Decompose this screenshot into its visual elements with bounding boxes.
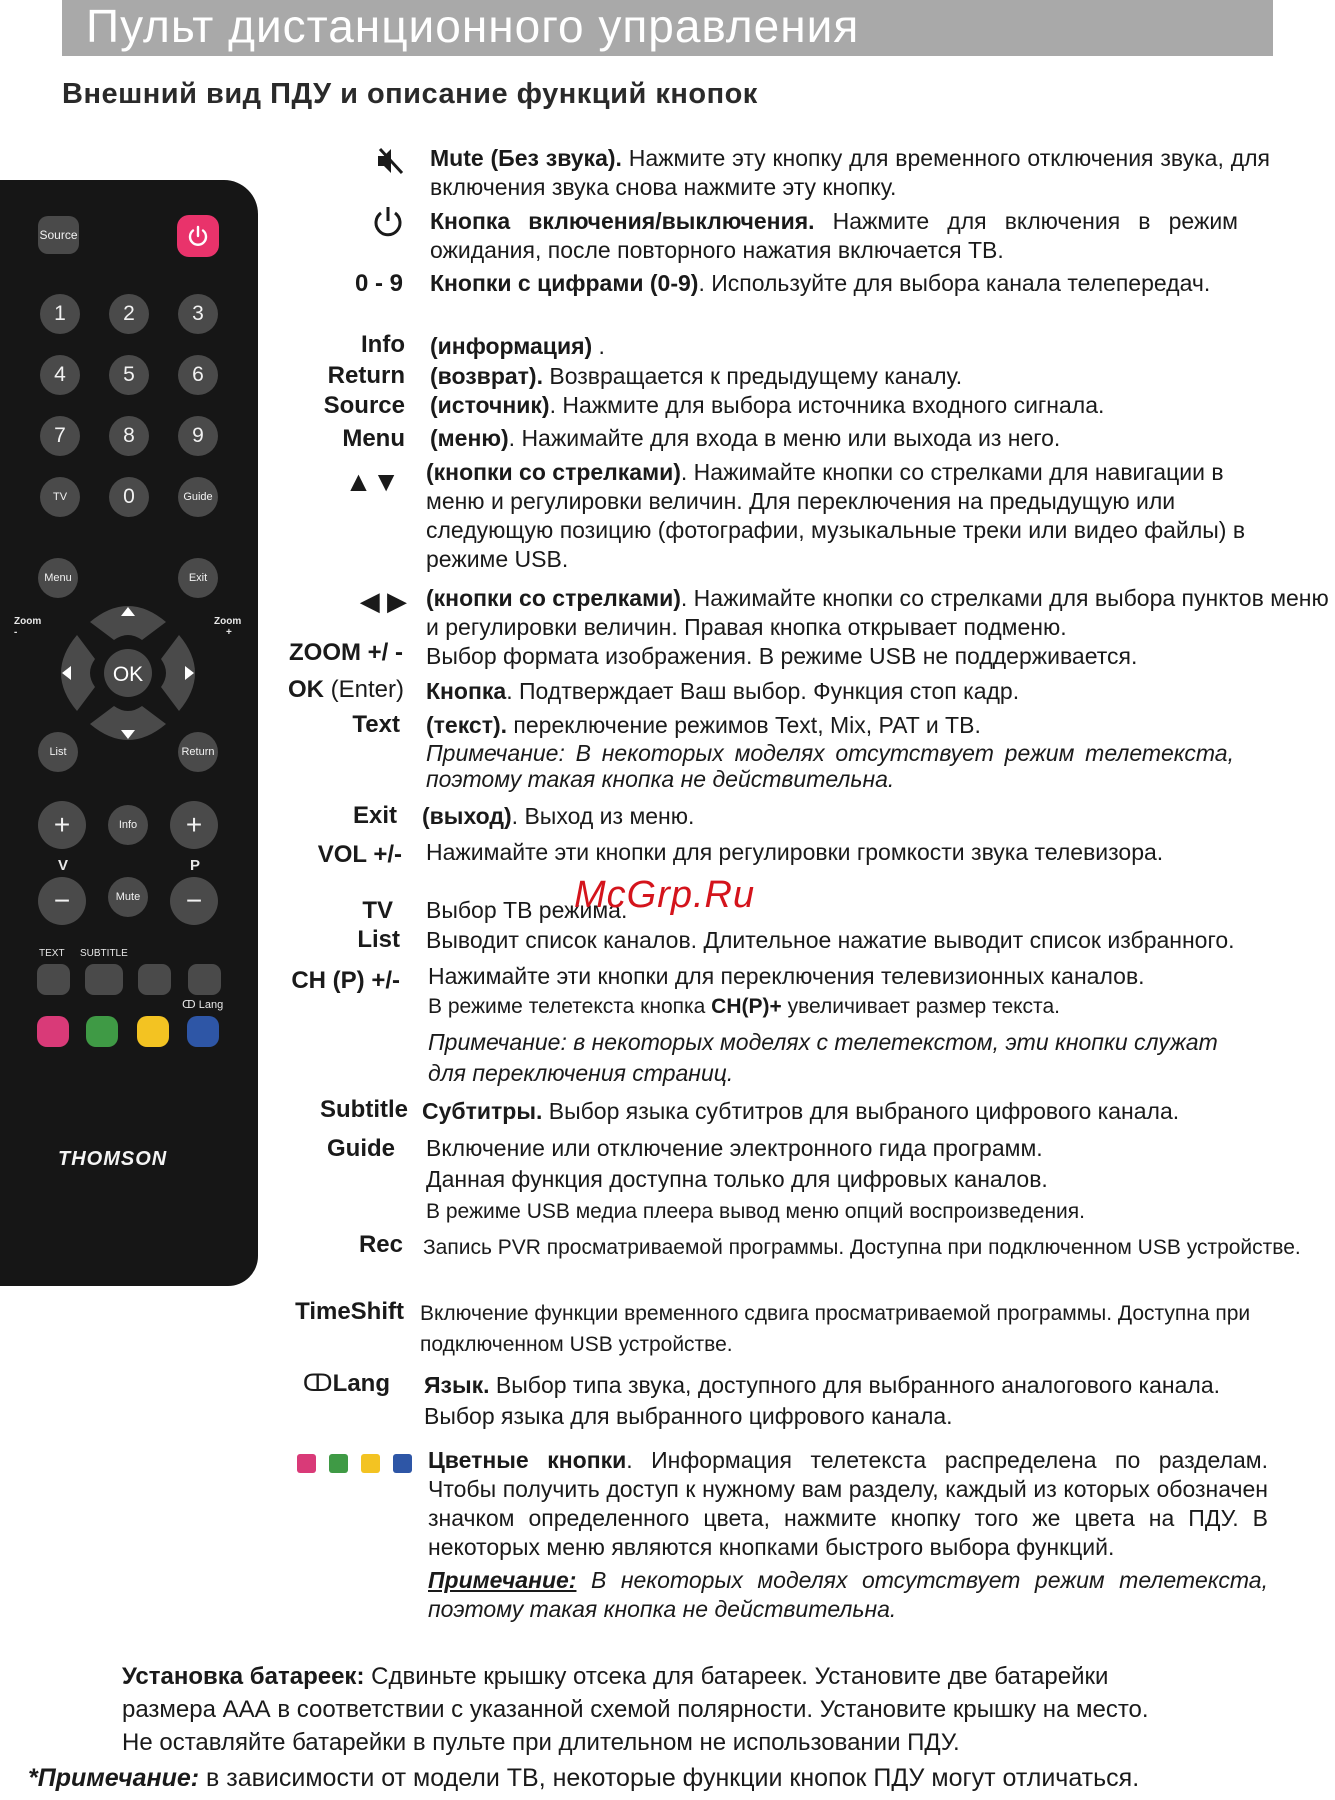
zoom-plus-label: Zoom + (214, 616, 242, 638)
ok-label: OK (Enter) (287, 676, 404, 703)
title-banner (62, 0, 1273, 56)
subtitle-label: Subtitle (320, 1096, 408, 1123)
channel-description: Нажимайте эти кнопки для переключения телевизионных каналов. В режиме телетекста кнопка CH(P)+ увеличивает размер текста. Примечание: в некоторых моделях с телетекстом, эти кнопки служат для переключения страниц. (428, 963, 1218, 1086)
blue-square-icon (393, 1454, 412, 1473)
exit-button: Exit (178, 558, 218, 598)
lang-icon: ↀ (182, 999, 196, 1011)
return-button: Return (178, 732, 218, 772)
lang-key-label: ↀ Lang (182, 999, 224, 1011)
green-square-icon (329, 1454, 348, 1473)
list-button: List (38, 732, 78, 772)
vol-description: Нажимайте эти кнопки для регулировки громкости звука телевизора. (426, 839, 1164, 865)
digit-1-button: 1 (40, 294, 80, 334)
source-button: Source (38, 216, 79, 254)
red-square-icon (297, 1454, 316, 1473)
zoom-minus-label: Zoom - (14, 616, 42, 638)
ok-button-label: OK (112, 663, 144, 686)
yellow-button (137, 1016, 169, 1047)
menu-description: (меню). Нажимайте для входа в меню или выхода из него. (430, 425, 1061, 451)
remote-control (0, 180, 258, 1286)
tv-label: TV (362, 897, 393, 924)
tv-description: Выбор ТВ режима. (426, 897, 628, 923)
lang-description: Язык. Выбор типа звука, доступного для выбранного аналогового канала. Выбор языка для выбранного цифрового канала. (424, 1372, 1221, 1429)
menu-button: Menu (38, 558, 78, 598)
footnote: *Примечание: в зависимости от модели ТВ, некоторые функции кнопок ПДУ могут отличаться. (28, 1764, 1140, 1792)
subtitle-button (85, 964, 123, 995)
volume-up-button: + (38, 801, 86, 849)
digit-5-button: 5 (109, 355, 149, 395)
timeshift-description: Включение функции временного сдвига просматриваемой программы. Доступна при подключенном USB устройстве. (420, 1302, 1251, 1356)
left-right-arrows-icon: ◀ ▶ (359, 586, 407, 616)
power-button (177, 215, 219, 257)
blue-button (187, 1016, 219, 1047)
timeshift-button (188, 964, 221, 995)
exit-label: Exit (352, 802, 397, 829)
digit-6-button: 6 (178, 355, 218, 395)
rec-description: Запись PVR просматриваемой программы. Доступна при подключенном USB устройстве. (423, 1236, 1301, 1259)
green-button (86, 1016, 118, 1047)
vol-label: VOL +/- (317, 841, 402, 868)
up-down-description: (кнопки со стрелками). Нажимайте кнопки со стрелками для навигации в меню и регулировки величин. Для переключения на предыдущую или следующую позицию (фотографии, музыкальные треки или видео файлы) в режиме USB. (426, 459, 1246, 572)
return-description: (возврат). Возвращается к предыдущему каналу. (430, 363, 963, 389)
lang-icon: ↀ (302, 1370, 333, 1397)
exit-description: (выход). Выход из меню. (422, 803, 695, 829)
digit-9-button: 9 (178, 416, 218, 456)
digit-3-button: 3 (178, 294, 218, 334)
list-label: List (357, 926, 400, 953)
digit-2-button: 2 (109, 294, 149, 334)
up-down-arrows-icon: ▲▼ (344, 466, 400, 497)
navigation-pad (47, 592, 209, 754)
guide-button: Guide (178, 477, 218, 517)
battery-instructions: Установка батареек: Сдвиньте крышку отсека для батареек. Установите две батарейки размера ААА в соответствии с указанной схемой полярности. Установите крышку на место. Не оставляйте батарейки в пульте при длительном не использовании ПДУ. (122, 1663, 1149, 1756)
lang-label: ↀLang (302, 1370, 390, 1397)
subtitle-description: Субтитры. Выбор языка субтитров для выбраного цифрового канала. (422, 1098, 1180, 1124)
yellow-square-icon (361, 1454, 380, 1473)
mute-description: Mute (Без звука). Нажмите эту кнопку для временного отключения звука, для включения звука снова нажмите эту кнопку. (430, 145, 1270, 200)
digit-8-button: 8 (109, 416, 149, 456)
info-description: (информация) . (430, 333, 605, 359)
menu-label: Menu (342, 425, 405, 452)
power-symbol-icon (372, 205, 404, 239)
channel-buttons-label: CH (P) +/- (291, 967, 400, 994)
volume-label: V (58, 857, 69, 874)
rec-label: Rec (358, 1231, 403, 1258)
digits-label: 0 - 9 (354, 270, 403, 297)
text-label: Text (352, 711, 400, 738)
channel-label: P (190, 857, 201, 874)
mute-button: Mute (108, 877, 148, 917)
red-button (37, 1016, 69, 1047)
left-right-description: (кнопки со стрелками). Нажимайте кнопки со стрелками для выбора пунктов меню и регулировки величин. Правая кнопка открывает подменю. (426, 585, 1329, 640)
text-button (37, 964, 70, 995)
tv-button: TV (40, 477, 80, 517)
timeshift-label: TimeShift (295, 1298, 404, 1325)
page-title: Пульт дистанционного управления (86, 0, 860, 52)
text-key-label: TEXT (39, 948, 65, 959)
zoom-label: ZOOM +/ - (289, 639, 403, 666)
guide-description: Включение или отключение электронного гида программ. Данная функция доступна только для цифровых каналов. В режиме USB медиа плеера вывод меню опций воспроизведения. (426, 1135, 1085, 1223)
digit-4-button: 4 (40, 355, 80, 395)
digit-0-button: 0 (109, 477, 149, 517)
color-buttons-description: Цветные кнопки. Информация телетекста распределена по разделам. Чтобы получить доступ к нужному вам разделу, каждый из которых обозначен значком определенного цвета, нажмите кнопку того же цвета на ПДУ. В некоторых меню являются кнопками быстрого выбора функций. Примечание: В некоторых моделях отсутствует режим телетекста, поэтому такая кнопка не действительна. (428, 1447, 1268, 1622)
power-description: Кнопка включения/выключения. Нажмите для включения в режим ожидания, после повторного нажатия включается ТВ. (430, 208, 1238, 263)
watermark: McGrp.Ru (574, 874, 756, 916)
volume-down-button: − (38, 877, 86, 925)
ok-description: Кнопка. Подтверждает Ваш выбор. Функция стоп кадр. (426, 678, 1020, 704)
source-label: Source (323, 392, 405, 419)
guide-label: Guide (326, 1135, 395, 1162)
text-description: (текст). переключение режимов Text, Mix, PAT и TB. Примечание: В некоторых моделях отсутствует режим телетекста, поэтому такая кнопка не действительна. (426, 712, 1234, 792)
section-heading: Внешний вид ПДУ и описание функций кнопок (62, 78, 758, 110)
digits-description: Кнопки с цифрами (0-9). Используйте для выбора канала телепередач. (430, 270, 1211, 296)
return-label: Return (327, 362, 405, 389)
power-icon (186, 224, 210, 248)
subtitle-key-label: SUBTITLE (80, 948, 128, 959)
info-button: Info (108, 805, 148, 845)
zoom-description: Выбор формата изображения. В режиме USB не поддерживается. (426, 643, 1138, 669)
brand-logo: THOMSON (58, 1148, 168, 1170)
channel-down-button: − (170, 877, 218, 925)
source-description: (источник). Нажмите для выбора источника входного сигнала. (430, 392, 1105, 418)
list-description: Выводит список каналов. Длительное нажатие выводит список избранного. (426, 927, 1235, 953)
channel-up-button: + (170, 801, 218, 849)
digit-7-button: 7 (40, 416, 80, 456)
rec-button (138, 964, 171, 995)
info-label: Info (361, 331, 405, 358)
mute-icon (374, 146, 406, 176)
